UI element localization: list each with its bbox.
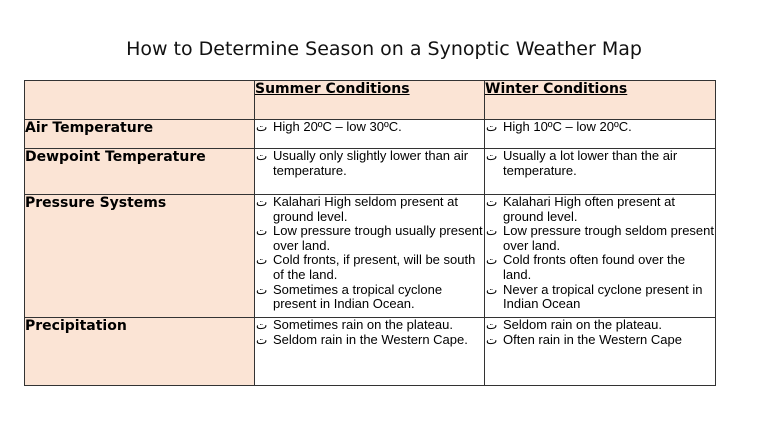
list-item: ت Never a tropical cyclone present in Indian Ocean: [486, 281, 703, 312]
list-item: ت Often rain in the Western Cape: [486, 331, 682, 347]
list-item: ت Kalahari High often present at ground level.: [486, 194, 675, 224]
header-row: [25, 81, 716, 120]
bullet-icon: ت: [486, 120, 498, 134]
bullet-icon: ت: [256, 253, 268, 268]
list-item: ت Seldom rain in the Western Cape.: [256, 331, 468, 347]
bullet-icon: ت: [256, 318, 268, 332]
bullet-icon: ت: [486, 253, 498, 268]
list-item: ت Low pressure trough seldom present over land.: [486, 223, 715, 253]
page-title: How to Determine Season on a Synoptic Weather Map: [126, 38, 642, 60]
row-label-dewpoint-temperature: Dewpoint Temperature: [25, 149, 255, 195]
table-row-pressure-systems: [25, 195, 716, 318]
list-item: ت Usually a lot lower than the air temperature.: [486, 148, 678, 178]
bullet-icon: ت: [486, 318, 498, 332]
bullet-icon: ت: [256, 149, 268, 163]
bullet-icon: ت: [486, 332, 498, 347]
row-label-precipitation: Precipitation: [25, 318, 255, 386]
header-winter-cell: [485, 81, 716, 120]
bullet-icon: ت: [256, 120, 268, 134]
bullet-icon: ت: [256, 195, 268, 209]
header-summer-cell: [255, 81, 485, 120]
winter-precipitation-cell: [485, 318, 716, 386]
list-item: ت Sometimes rain on the plateau.: [256, 317, 453, 332]
list-item: ت Cold fronts, if present, will be south of the land.: [256, 252, 476, 282]
header-corner-cell: [25, 81, 255, 120]
table-row-precipitation: [25, 318, 716, 386]
list-item: ت Kalahari High seldom present at ground level.: [256, 194, 458, 224]
list-item: ت Seldom rain on the plateau.: [486, 317, 662, 332]
summer-precipitation-cell: [255, 318, 485, 386]
winter-air-temperature-cell: [485, 120, 716, 149]
list-item: ت High 10ºC – low 20ºC.: [486, 119, 632, 134]
table-row-dewpoint-temperature: [25, 149, 716, 195]
winter-pressure-cell: [485, 195, 716, 318]
bullet-icon: ت: [486, 195, 498, 209]
header-summer-label: Summer Conditions: [255, 81, 410, 97]
list-item: ت Cold fronts often found over the land.: [486, 252, 686, 282]
list-item: ت Sometimes a tropical cyclone present in Indian Ocean.: [256, 281, 443, 312]
summer-pressure-cell: [255, 195, 485, 318]
season-comparison-table: [24, 80, 716, 386]
summer-air-temperature-cell: [255, 120, 485, 149]
bullet-icon: ت: [256, 224, 268, 239]
row-label-air-temperature: Air Temperature: [25, 120, 255, 149]
list-item: ت Low pressure trough usually present over land.: [256, 223, 483, 253]
bullet-icon: ت: [486, 282, 498, 297]
table-row-air-temperature: [25, 120, 716, 149]
header-winter-label: Winter Conditions: [485, 81, 628, 97]
list-item: ت High 20ºC – low 30ºC.: [256, 119, 402, 134]
bullet-icon: ت: [486, 149, 498, 163]
bullet-icon: ت: [486, 224, 498, 239]
winter-dewpoint-cell: [485, 149, 716, 195]
list-item: ت Usually only slightly lower than air temperature.: [256, 148, 469, 178]
bullet-icon: ت: [256, 332, 268, 347]
summer-dewpoint-cell: [255, 149, 485, 195]
bullet-icon: ت: [256, 282, 268, 297]
row-label-pressure-systems: Pressure Systems: [25, 195, 255, 318]
